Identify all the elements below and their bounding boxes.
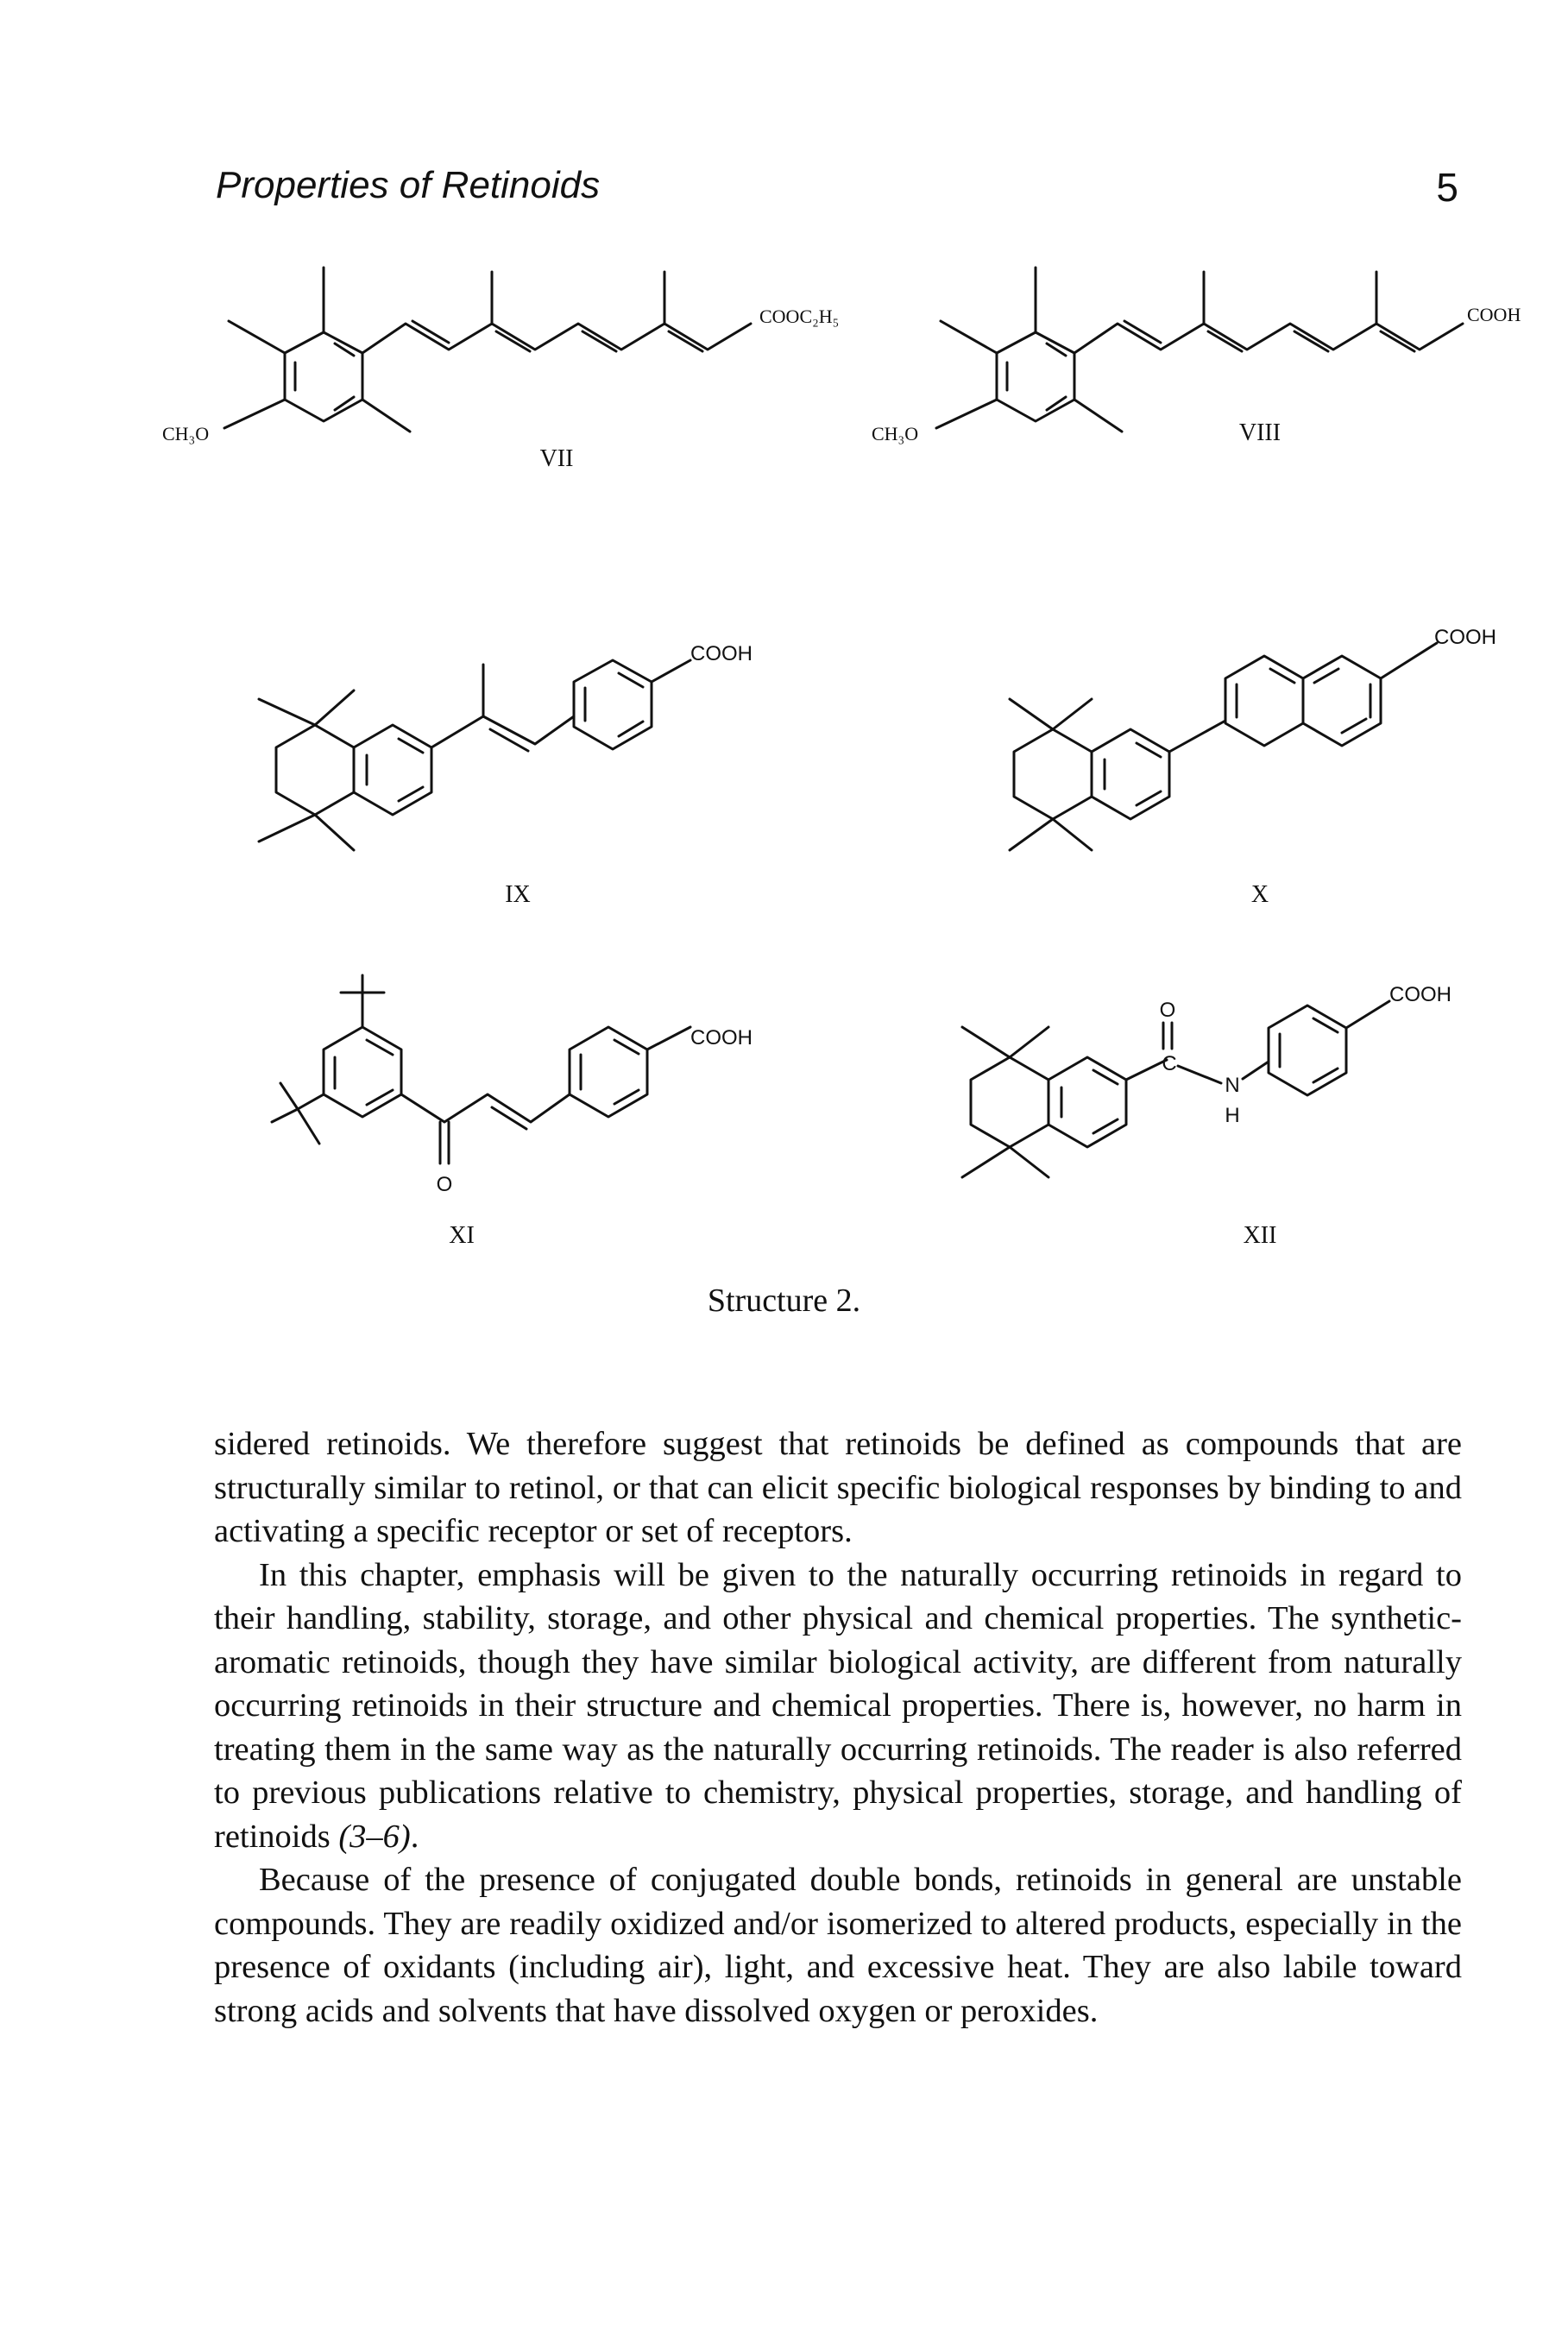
structure-ix — [259, 660, 690, 850]
x-acid-group-label: COOH — [1434, 626, 1496, 649]
structure-xi — [272, 975, 690, 1163]
figure-caption: Structure 2. — [707, 1283, 861, 1319]
xii-acid-group-label: COOH — [1389, 983, 1452, 1006]
xii-amide-hydrogen-label: H — [1225, 1104, 1240, 1127]
running-title: Properties of Retinoids — [216, 164, 601, 206]
xi-label: XI — [449, 1222, 475, 1249]
vii-label: VII — [539, 445, 574, 472]
paragraph-1: sidered retinoids. We therefore suggest that retinoids be defined as compounds that are structurally similar to retinol, or that can elicit specific biological responses by binding to and activating a specific receptor or set of receptors. — [214, 1426, 1462, 1549]
xii-amide-nitrogen-label: N — [1225, 1074, 1240, 1097]
structure-viii — [936, 268, 1463, 432]
structure-xii — [962, 1001, 1389, 1177]
xii-label: XII — [1243, 1222, 1277, 1249]
structure-2-figure — [0, 242, 1568, 1277]
structure-vii — [224, 268, 751, 432]
paragraph-2 — [214, 1554, 1462, 1859]
page-header — [216, 164, 1458, 224]
vii-ester-group-label: COOC₂H₅ — [759, 306, 840, 327]
body-text — [214, 1422, 1462, 2033]
viii-acid-group-label: COOH — [1467, 304, 1521, 325]
paragraph-2-end: . — [410, 1818, 419, 1855]
vii-methoxy-label: CH₃O — [162, 423, 210, 444]
page-number: 5 — [1436, 165, 1458, 210]
xi-acid-group-label: COOH — [690, 1026, 753, 1050]
ix-acid-group-label: COOH — [690, 642, 753, 665]
xi-ketone-oxygen-label: O — [436, 1173, 453, 1196]
citation-reference: (3–6) — [338, 1818, 411, 1855]
ix-label: IX — [505, 881, 531, 908]
viii-label: VIII — [1238, 419, 1281, 446]
structure-x — [1010, 643, 1437, 850]
viii-methoxy-label: CH₃O — [872, 423, 919, 444]
xii-carbonyl-carbon-label: C — [1162, 1052, 1177, 1075]
paragraph-3: Because of the presence of conjugated double bonds, retinoids in general are unstable compounds. They are readily oxidized and/or isomerized to altered products, especially in the presence of oxidants (including air), light, and excessive heat. They are also labile toward strong acids and solvents that have dissolved oxygen or peroxides. — [214, 1862, 1462, 2029]
xii-carbonyl-oxygen-label: O — [1159, 999, 1176, 1022]
x-label: X — [1250, 881, 1269, 908]
paragraph-2-text: In this chapter, emphasis will be given to the naturally occurring retinoids in regard to their handling, stability, storage, and other physical and chemical properties. The synthetic-aromatic retinoids, though they have similar biological activity, are different from naturally occurring retinoids in their structure and chemical properties. There is, however, no harm in treating them in the same way as the naturally occurring retinoids. The reader is also referred to previous publications relative to chemistry, physical properties, storage, and handling of retinoids — [214, 1556, 1462, 1855]
